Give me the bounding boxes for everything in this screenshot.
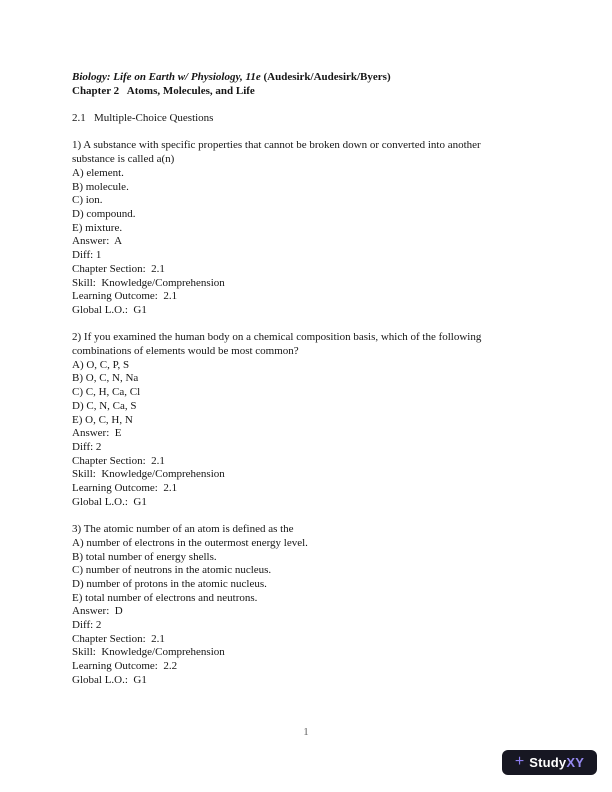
choice-d: D) compound. [72,208,136,220]
choice-e: E) O, C, H, N [72,413,133,426]
section-heading: 2.1 Multiple-Choice Questions [72,112,214,125]
blank-line [72,318,540,332]
brand-xy-text: XY [566,755,585,770]
answer-line: Answer: D [72,605,123,618]
global-lo-line: Global L.O.: G1 [72,303,147,316]
book-authors: (Audesirk/Audesirk/Byers) [260,71,391,83]
chapter-section-line: Chapter Section: 2.1 [72,454,165,467]
diff-line: Diff: 1 [72,249,102,262]
page-number: 1 [303,726,309,738]
choice-a: A) element. [72,166,124,179]
skill-line: Skill: Knowledge/Comprehension [72,276,225,289]
skill-line: Skill: Knowledge/Comprehension [72,468,225,481]
question-stem: 1) A substance with specific properties that cannot be broken down or converted into another [72,139,481,152]
skill-line: Skill: Knowledge/Comprehension [72,646,225,659]
blank-line [72,98,540,112]
question-stem: combinations of elements would be most common? [72,345,299,358]
studyxy-logo-badge [502,750,597,775]
global-lo-line: Global L.O.: G1 [72,495,147,508]
chapter-heading: Chapter 2 Atoms, Molecules, and Life [72,84,255,97]
chapter-section-line: Chapter Section: 2.1 [72,262,165,275]
choice-d: D) C, N, Ca, S [72,399,137,412]
choice-b: B) total number of energy shells. [72,550,217,563]
learning-outcome-line: Learning Outcome: 2.1 [72,290,178,303]
chapter-section-line: Chapter Section: 2.1 [72,632,165,645]
question-block-2 [72,331,540,509]
choice-b: B) molecule. [72,180,129,193]
learning-outcome-line: Learning Outcome: 2.2 [72,660,178,673]
choice-e: E) total number of electrons and neutrons. [72,591,258,604]
plus-icon: + [514,752,525,770]
question-stem: 3) The atomic number of an atom is defined as the [72,523,294,536]
document-page [72,71,540,688]
question-block-1 [72,139,540,317]
blank-line [72,126,540,140]
choice-d: D) number of protons in the atomic nucleus. [72,577,267,590]
question-stem: 2) If you examined the human body on a chemical composition basis, which of the following [72,331,482,344]
diff-line: Diff: 2 [72,440,102,453]
choice-a: A) O, C, P, S [72,358,130,371]
choice-c: C) ion. [72,194,103,207]
answer-line: Answer: E [72,427,122,440]
question-block-3 [72,523,540,687]
question-stem: substance is called a(n) [72,153,175,166]
choice-e: E) mixture. [72,221,123,234]
learning-outcome-line: Learning Outcome: 2.1 [72,482,178,495]
book-title-line [72,71,540,85]
blank-line [72,509,540,523]
book-title: Biology: Life on Earth w/ Physiology, 11e [72,71,261,83]
choice-a: A) number of electrons in the outermost energy level. [72,536,308,549]
choice-c: C) number of neutrons in the atomic nucleus. [72,564,272,577]
choice-c: C) C, H, Ca, Cl [72,386,141,399]
choice-b: B) O, C, N, Na [72,372,139,385]
answer-line: Answer: A [72,235,123,248]
diff-line: Diff: 2 [72,619,102,632]
brand-study-text: Study [529,755,567,770]
global-lo-line: Global L.O.: G1 [72,673,147,686]
